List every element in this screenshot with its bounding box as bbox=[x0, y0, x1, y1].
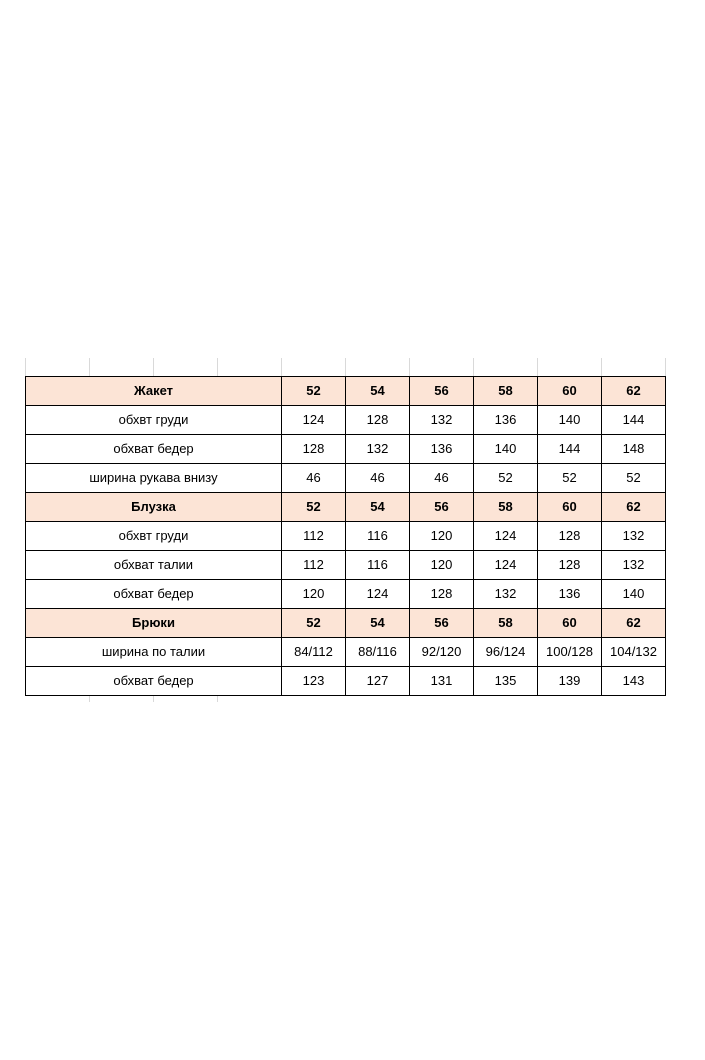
measurement-value[interactable]: 144 bbox=[538, 435, 602, 464]
measurement-value[interactable]: 104/132 bbox=[602, 638, 666, 667]
measurement-value[interactable]: 92/120 bbox=[410, 638, 474, 667]
measurement-value[interactable]: 127 bbox=[346, 667, 410, 696]
measurement-value[interactable]: 131 bbox=[410, 667, 474, 696]
size-header-cell[interactable]: 58 bbox=[474, 377, 538, 406]
size-header-cell[interactable]: 52 bbox=[282, 493, 346, 522]
size-header-cell[interactable]: 54 bbox=[346, 493, 410, 522]
size-header-cell[interactable]: 52 bbox=[282, 609, 346, 638]
size-header-cell[interactable]: 62 bbox=[602, 377, 666, 406]
measurement-value[interactable]: 112 bbox=[282, 522, 346, 551]
size-header-cell[interactable]: 52 bbox=[282, 377, 346, 406]
measurement-label[interactable]: ширина рукава внизу bbox=[26, 464, 282, 493]
measurement-value[interactable]: 128 bbox=[346, 406, 410, 435]
measurement-label[interactable]: обхват бедер bbox=[26, 435, 282, 464]
size-header-cell[interactable]: 58 bbox=[474, 493, 538, 522]
size-header-cell[interactable]: 56 bbox=[410, 609, 474, 638]
measurement-row bbox=[26, 638, 666, 667]
size-header-cell[interactable]: 62 bbox=[602, 609, 666, 638]
measurement-label[interactable]: обхвт груди bbox=[26, 406, 282, 435]
measurement-label[interactable]: обхват бедер bbox=[26, 667, 282, 696]
measurement-value[interactable]: 124 bbox=[282, 406, 346, 435]
measurement-value[interactable]: 128 bbox=[538, 551, 602, 580]
measurement-value[interactable]: 96/124 bbox=[474, 638, 538, 667]
size-header-cell[interactable]: 60 bbox=[538, 493, 602, 522]
size-chart-body bbox=[26, 377, 666, 696]
measurement-value[interactable]: 100/128 bbox=[538, 638, 602, 667]
size-header-cell[interactable]: 54 bbox=[346, 377, 410, 406]
measurement-row bbox=[26, 406, 666, 435]
measurement-value[interactable]: 123 bbox=[282, 667, 346, 696]
size-header-cell[interactable]: 54 bbox=[346, 609, 410, 638]
size-header-cell[interactable]: 60 bbox=[538, 609, 602, 638]
section-title[interactable]: Жакет bbox=[26, 377, 282, 406]
measurement-value[interactable]: 52 bbox=[602, 464, 666, 493]
measurement-value[interactable]: 46 bbox=[282, 464, 346, 493]
section-title[interactable]: Блузка bbox=[26, 493, 282, 522]
measurement-value[interactable]: 124 bbox=[474, 551, 538, 580]
section-header-row bbox=[26, 609, 666, 638]
measurement-value[interactable]: 136 bbox=[474, 406, 538, 435]
measurement-label[interactable]: ширина по талии bbox=[26, 638, 282, 667]
measurement-value[interactable]: 88/116 bbox=[346, 638, 410, 667]
measurement-value[interactable]: 128 bbox=[282, 435, 346, 464]
section-header-row bbox=[26, 493, 666, 522]
size-header-cell[interactable]: 58 bbox=[474, 609, 538, 638]
section-header-row bbox=[26, 377, 666, 406]
measurement-value[interactable]: 144 bbox=[602, 406, 666, 435]
measurement-value[interactable]: 128 bbox=[538, 522, 602, 551]
measurement-value[interactable]: 120 bbox=[410, 551, 474, 580]
size-chart-table bbox=[25, 376, 666, 696]
measurement-row bbox=[26, 464, 666, 493]
measurement-value[interactable]: 140 bbox=[474, 435, 538, 464]
measurement-value[interactable]: 52 bbox=[538, 464, 602, 493]
measurement-value[interactable]: 148 bbox=[602, 435, 666, 464]
measurement-value[interactable]: 132 bbox=[474, 580, 538, 609]
measurement-row bbox=[26, 551, 666, 580]
measurement-value[interactable]: 116 bbox=[346, 551, 410, 580]
measurement-label[interactable]: обхват талии bbox=[26, 551, 282, 580]
measurement-value[interactable]: 128 bbox=[410, 580, 474, 609]
measurement-row bbox=[26, 522, 666, 551]
measurement-value[interactable]: 124 bbox=[346, 580, 410, 609]
measurement-value[interactable]: 120 bbox=[410, 522, 474, 551]
measurement-row bbox=[26, 580, 666, 609]
size-header-cell[interactable]: 56 bbox=[410, 493, 474, 522]
measurement-value[interactable]: 112 bbox=[282, 551, 346, 580]
size-header-cell[interactable]: 60 bbox=[538, 377, 602, 406]
measurement-value[interactable]: 143 bbox=[602, 667, 666, 696]
measurement-row bbox=[26, 435, 666, 464]
measurement-value[interactable]: 46 bbox=[410, 464, 474, 493]
measurement-value[interactable]: 139 bbox=[538, 667, 602, 696]
measurement-value[interactable]: 132 bbox=[602, 551, 666, 580]
measurement-value[interactable]: 46 bbox=[346, 464, 410, 493]
measurement-label[interactable]: обхват бедер bbox=[26, 580, 282, 609]
measurement-value[interactable]: 116 bbox=[346, 522, 410, 551]
measurement-value[interactable]: 84/112 bbox=[282, 638, 346, 667]
measurement-value[interactable]: 132 bbox=[346, 435, 410, 464]
measurement-value[interactable]: 136 bbox=[538, 580, 602, 609]
measurement-value[interactable]: 132 bbox=[410, 406, 474, 435]
measurement-value[interactable]: 132 bbox=[602, 522, 666, 551]
measurement-value[interactable]: 136 bbox=[410, 435, 474, 464]
measurement-value[interactable]: 124 bbox=[474, 522, 538, 551]
measurement-value[interactable]: 120 bbox=[282, 580, 346, 609]
measurement-value[interactable]: 52 bbox=[474, 464, 538, 493]
size-header-cell[interactable]: 56 bbox=[410, 377, 474, 406]
section-title[interactable]: Брюки bbox=[26, 609, 282, 638]
measurement-label[interactable]: обхвт груди bbox=[26, 522, 282, 551]
measurement-row bbox=[26, 667, 666, 696]
measurement-value[interactable]: 140 bbox=[602, 580, 666, 609]
size-header-cell[interactable]: 62 bbox=[602, 493, 666, 522]
measurement-value[interactable]: 140 bbox=[538, 406, 602, 435]
measurement-value[interactable]: 135 bbox=[474, 667, 538, 696]
